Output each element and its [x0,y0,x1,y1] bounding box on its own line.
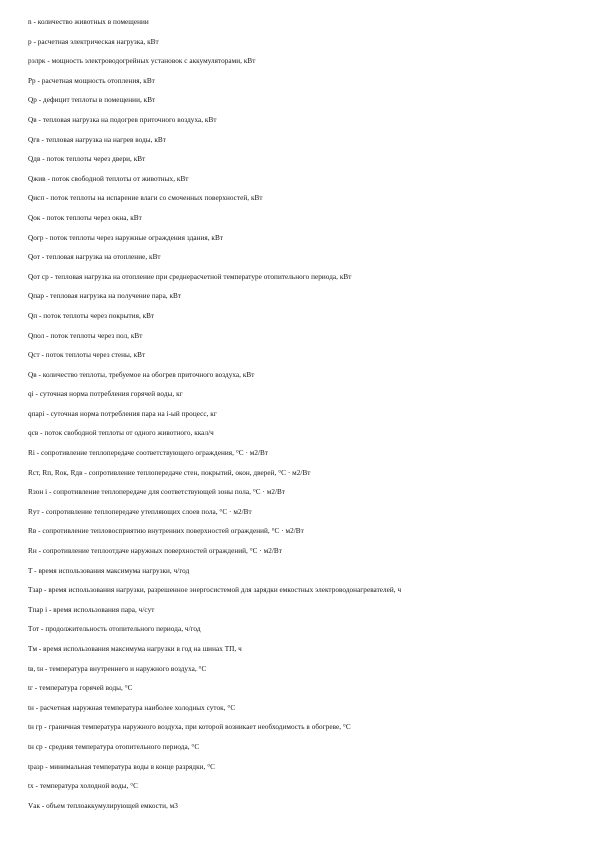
notation-line: Rн - сопротивление теплоотдаче наружных поверхностей ограждений, °С · м2/Вт [28,547,282,556]
notation-list [28,13,583,816]
notation-line: Vак - объем теплоаккумулирующей емкости, м3 [28,801,178,810]
notation-line: Tпар i - время использования пара, ч/сут [28,605,155,614]
notation-line: Rзон i - сопротивление теплопередаче для соответствующей зоны пола, °С · м2/Вт [28,488,286,497]
notation-line: tг - температура горячей воды, °С [28,684,133,693]
notation-line: Qв - тепловая нагрузка на подогрев приточного воздуха, кВт [28,115,217,124]
notation-line: Qпар - тепловая нагрузка на получение пара, кВт [28,292,182,301]
notation-line: tх - температура холодной воды, °С [28,782,139,791]
notation-line: Qр - дефицит теплоты в помещении, кВт [28,96,156,105]
notation-line: tн гр - граничная температура наружного воздуха, при которой возникает необходимость в обогреве, °С [28,723,351,732]
notation-line: pэлрк - мощность электроводогрейных установок с аккумуляторами, кВт [28,57,256,66]
notation-line: Qжив - поток свободной теплоты от животных, кВт [28,174,189,183]
notation-line: tразр - минимальная температура воды в конце разрядки, °С [28,762,216,771]
notation-line: tв, tн - температура внутреннего и наружного воздуха, °С [28,664,207,673]
notation-line: Rут - сопротивление теплопередаче утепляющих слоев пола, °С · м2/Вт [28,507,252,516]
notation-line: Qп - поток теплоты через покрытия, кВт [28,311,155,320]
notation-line: Qст - поток теплоты через стены, кВт [28,351,146,360]
notation-line: Qок - поток теплоты через окна, кВт [28,213,142,222]
notation-line: Qдв - поток теплоты через двери, кВт [28,155,146,164]
notation-line: Qгв - тепловая нагрузка на нагрев воды, кВт [28,135,166,144]
notation-line: Rв - сопротивление тепловосприятию внутренних поверхностей ограждений, °С · м2/Вт [28,527,304,536]
notation-line: Qв - количество теплоты, требуемое на обогрев приточного воздуха, кВт [28,370,255,379]
notation-line: p - расчетная электрическая нагрузка, кВт [28,37,159,46]
notation-line: qi - суточная норма потребления горячей воды, кг [28,390,183,399]
notation-line: Qот ср - тепловая нагрузка на отопление при среднерасчетной температуре отопительного периода, кВт [28,272,352,281]
notation-line: qпарi - суточная норма потребления пара на i-ый процесс, кг [28,409,217,418]
notation-line: Pр - расчетная мощность отопления, кВт [28,76,155,85]
notation-line: tн ср - средняя температура отопительного периода, °С [28,742,200,751]
notation-line: Qисп - поток теплоты на испарение влаги со смоченных поверхностей, кВт [28,194,263,203]
notation-line: Tзар - время использования нагрузки, разрешенное энергосистемой для зарядки емкостных электроводонагревателей, ч [28,586,402,595]
notation-line: Tм - время использования максимума нагрузки в год на шинах ТП, ч [28,645,242,653]
notation-line: tн - расчетная наружная температура наиболее холодных суток, °С [28,703,236,712]
notation-line: Ri - сопротивление теплопередаче соответствующего ограждения, °С · м2/Вт [28,449,269,458]
notation-line: Rст, Rп, Rок, Rдв - сопротивление теплопередаче стен, покрытий, окон, дверей, °С · м2/Вт [28,468,311,477]
notation-line: Qпол - поток теплоты через пол, кВт [28,331,143,340]
notation-line: Tот - продолжительность отопительного периода, ч/год [28,625,201,634]
notation-line: T - время использования максимума нагрузки, ч/год [28,566,190,575]
notation-line: qсв - поток свободной теплоты от одного животного, ккал/ч [28,429,214,438]
notation-line: Qогр - поток теплоты через наружные ограждения здания, кВт [28,233,224,242]
notation-line: Qот - тепловая нагрузка на отопление, кВт [28,253,161,262]
notation-line: n - количество животных в помещении [28,18,149,26]
